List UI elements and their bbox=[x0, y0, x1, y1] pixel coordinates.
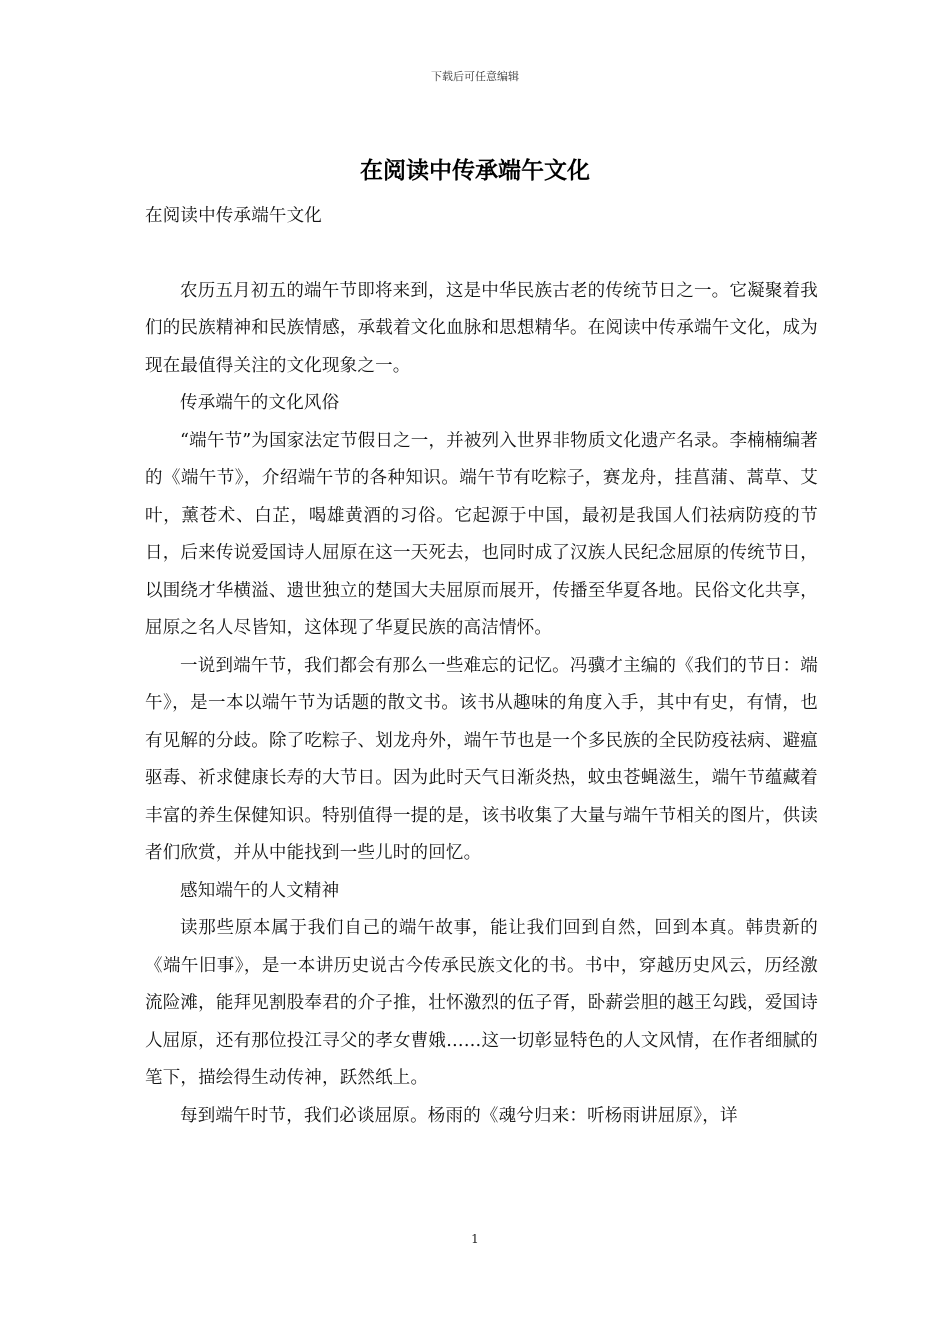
document-title: 在阅读中传承端午文化 bbox=[360, 157, 590, 184]
section-heading-spirit: 感知端午的人文精神 bbox=[180, 880, 340, 901]
paragraph-intro: 农历五月初五的端午节即将来到，这是中华民族古老的传统节日之一。它凝聚着我们的民族精神和民族情感，承载着文化血脉和思想精华。在阅读中传承端午文化，成为现在最值得关注的文化现象之一。 bbox=[145, 280, 818, 376]
document-body bbox=[145, 198, 818, 1135]
page-number: 1 bbox=[471, 1232, 479, 1246]
document-subtitle: 在阅读中传承端午文化 bbox=[145, 206, 322, 226]
paragraph-customs: “端午节”为国家法定节假日之一，并被列入世界非物质文化遗产名录。李楠楠编著的《端午节》，介绍端午节的各种知识。端午节有吃粽子，赛龙舟，挂菖蒲、蒿草、艾叶，薰苍术、白芷，喝雄黄酒的习俗。它起源于中国，最初是我国人们祛病防疫的节日，后来传说爱国诗人屈原在这一天死去，也同时成了汉族人民纪念屈原的传统节日，以围绕才华横溢、遗世独立的楚国大夫屈原而展开，传播至华夏各地。民俗文化共享，屈原之名人尽皆知，这体现了华夏民族的高洁情怀。 bbox=[145, 430, 818, 638]
section-heading-customs: 传承端午的文化风俗 bbox=[180, 393, 340, 413]
paragraph-stories: 读那些原本属于我们自己的端午故事，能让我们回到自然，回到本真。韩贵新的《端午旧事》，是一本讲历史说古今传承民族文化的书。书中，穿越历史风云，历经激流险滩，能拜见割股奉君的介子推，壮怀激烈的伍子胥，卧薪尝胆的越王勾践，爱国诗人屈原，还有那位投江寻父的孝女曹娥……这一切彰显特色的人文风情，在作者细腻的笔下，描绘得生动传神，跃然纸上。 bbox=[145, 918, 818, 1088]
paragraph-memories: 一说到端午节，我们都会有那么一些难忘的记忆。冯骥才主编的《我们的节日：端午》，是一本以端午节为话题的散文书。该书从趣味的角度入手，其中有史，有情，也有见解的分歧。除了吃粽子、划龙舟外，端午节也是一个多民族的全民防疫祛病、避瘟驱毒、祈求健康长寿的大节日。因为此时天气日渐炎热，蚊虫苍蝇滋生，端午节蕴藏着丰富的养生保健知识。特别值得一提的是，该书收集了大量与端午节相关的图片，供读者们欣赏，并从中能找到一些儿时的回忆。 bbox=[145, 655, 818, 863]
paragraph-quyuan: 每到端午时节，我们必谈屈原。杨雨的《魂兮归来：听杨雨讲屈原》，详 bbox=[180, 1105, 738, 1126]
header-note: 下载后可任意编辑 bbox=[431, 70, 519, 83]
